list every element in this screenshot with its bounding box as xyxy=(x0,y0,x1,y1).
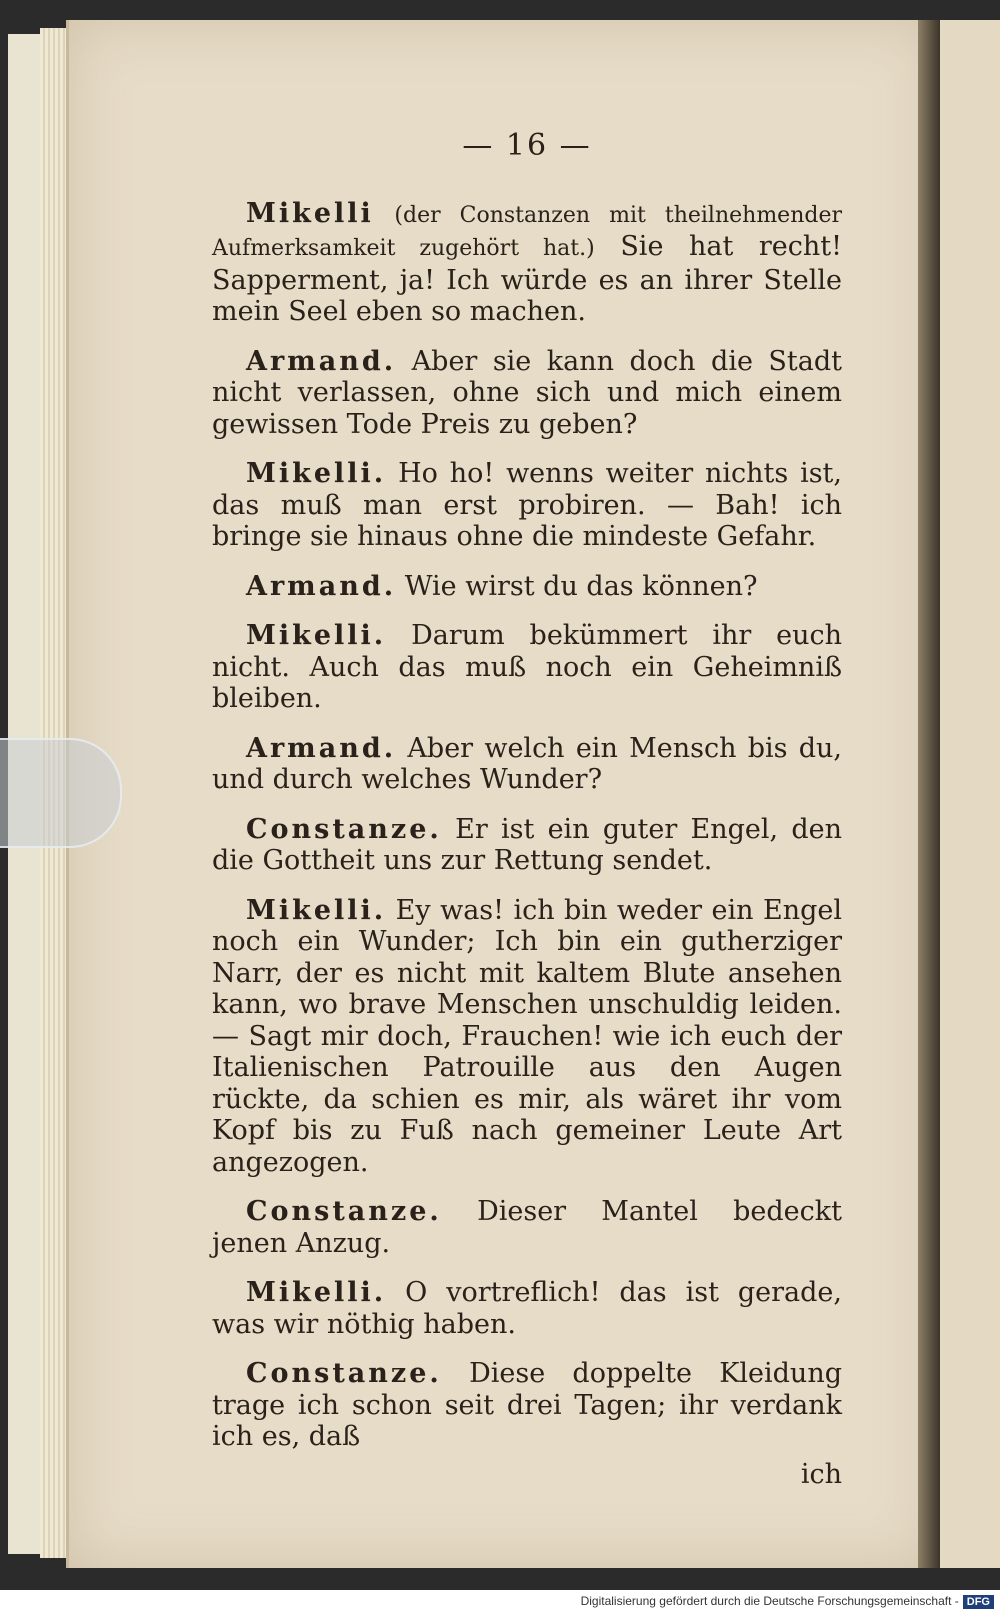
catchword: ich xyxy=(800,1458,842,1490)
book-gutter xyxy=(918,20,940,1568)
speech-4 xyxy=(212,571,842,603)
speech-text: Aber welch ein Mensch bis du, und durch welches Wunder? xyxy=(212,732,842,795)
speech-3 xyxy=(212,458,842,553)
speech-text: Ey was! ich bin weder ein Engel noch ein Wunder; Ich bin ein gutherziger Narr, der es nicht mit kaltem Blute ansehen kann, wo brave Menschen unschuldig leiden. — Sagt mir doch, Frauchen! wie ich euch der Italienischen Patrouille aus den Augen rückte, da schien es mir, als wäret ihr vom Kopf bis zu Fuß nach gemeiner Leute Art angezogen. xyxy=(212,894,842,1178)
speech-text: Aber sie kann doch die Stadt nicht verlassen, ohne sich und mich einem gewissen Tode Preis zu geben? xyxy=(212,345,842,440)
speaker-name: Armand. xyxy=(246,570,397,602)
speaker-name: Constanze. xyxy=(246,813,442,845)
speech-text: Diese doppelte Kleidung trage ich schon seit drei Tagen; ihr verdank ich es, daß xyxy=(212,1358,842,1452)
speaker-name: Constanze. xyxy=(246,1196,442,1227)
page-text xyxy=(212,130,842,1490)
footer-credit xyxy=(0,1590,1000,1613)
speaker-name: Armand. xyxy=(246,345,397,377)
speech-text: Sie hat recht! Sapperment, ja! Ich würde es an ihrer Stelle mein Seel eben so machen. xyxy=(212,231,842,327)
speech-7 xyxy=(212,814,842,877)
speech-2 xyxy=(212,346,842,441)
speaker-name: Mikelli xyxy=(246,197,374,229)
speech-6 xyxy=(212,733,842,796)
speaker-name: Mikelli. xyxy=(246,620,387,651)
speaker-name: Mikelli. xyxy=(246,1277,387,1308)
speech-11 xyxy=(212,1358,842,1453)
speech-text: Ho ho! wenns weiter nichts ist, das muß man erst probiren. — Bah! ich bringe sie hinaus ohne die mindeste Gefahr. xyxy=(212,458,842,552)
footer-text: Digitalisierung gefördert durch die Deutsche Forschungsgemeinschaft - xyxy=(580,1594,959,1608)
speaker-name: Constanze. xyxy=(246,1358,442,1389)
speech-text: Wie wirst du das können? xyxy=(404,570,758,602)
speech-8 xyxy=(212,895,842,1179)
speech-10 xyxy=(212,1277,842,1340)
stage-direction: (der Constanzen mit theilnehmender Aufmerksamkeit zugehört hat.) xyxy=(212,202,842,261)
facing-page-edge xyxy=(940,20,1000,1568)
speaker-name: Mikelli. xyxy=(246,894,387,926)
speaker-name: Armand. xyxy=(246,732,397,764)
speaker-name: Mikelli. xyxy=(246,458,387,489)
speech-text: O vortreflich! das ist gerade, was wir nöthig haben. xyxy=(212,1277,842,1340)
page-number: — 16 — xyxy=(462,128,592,163)
speech-1 xyxy=(212,198,842,328)
speech-5 xyxy=(212,620,842,715)
page-clip xyxy=(0,738,122,848)
speech-text: Dieser Mantel bedeckt jenen Anzug. xyxy=(212,1196,842,1259)
speech-text: Er ist ein guter Engel, den die Gottheit uns zur Rettung sendet. xyxy=(212,813,842,876)
speech-9 xyxy=(212,1196,842,1259)
dfg-logo: DFG xyxy=(963,1595,994,1609)
speech-text: Darum bekümmert ihr euch nicht. Auch das muß noch ein Geheimniß bleiben. xyxy=(212,620,843,714)
